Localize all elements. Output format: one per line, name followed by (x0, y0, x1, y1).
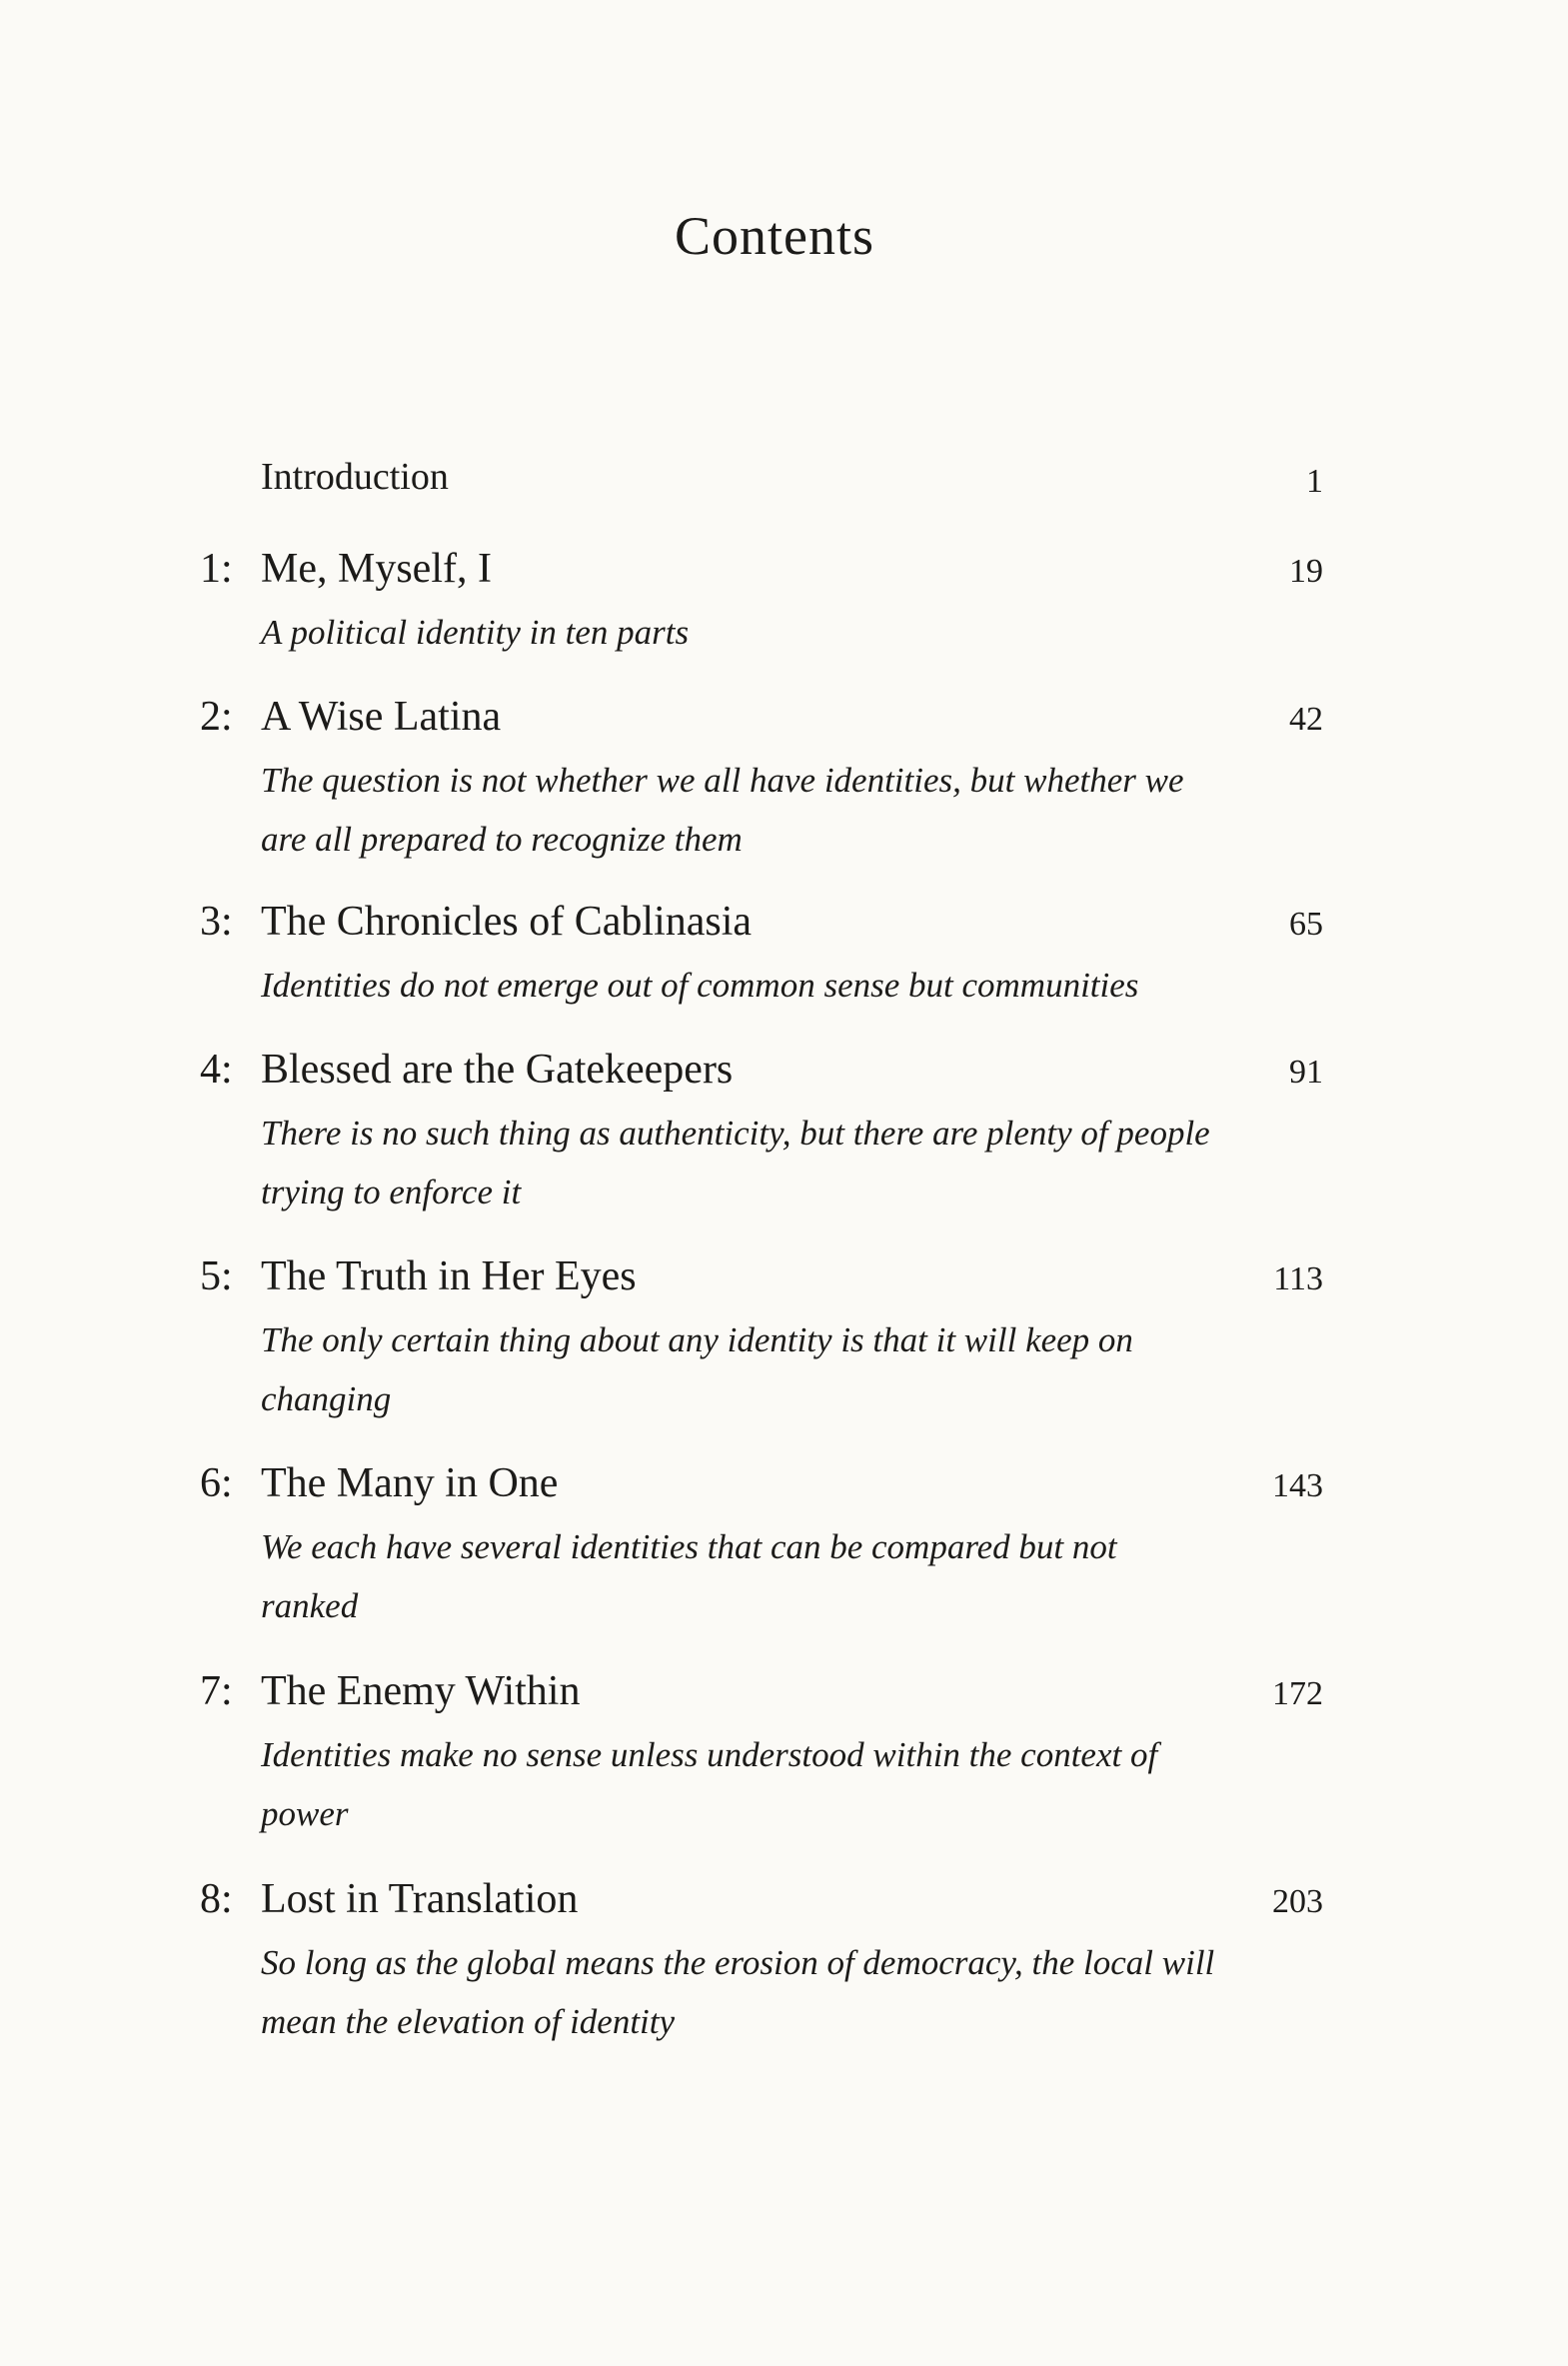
chapter-number: 1: (200, 546, 233, 592)
page-number: 65 (1289, 906, 1323, 943)
chapter-title: The Many in One (261, 1460, 559, 1506)
page-number: 172 (1272, 1675, 1323, 1712)
chapter-subtitle: So long as the global means the erosion of democracy, the local will mean the elevation of identity (261, 1943, 1215, 2041)
page-number: 19 (1289, 553, 1323, 590)
page-number: 91 (1289, 1054, 1323, 1091)
chapter-title: Lost in Translation (261, 1876, 579, 1922)
chapter-title: The Chronicles of Cablinasia (261, 899, 753, 945)
chapter-subtitle: We each have several identities that can be compared but not ranked (261, 1527, 1117, 1625)
chapter-number: 7: (200, 1668, 233, 1714)
chapter-number: 5: (200, 1253, 233, 1299)
chapter-title: The Enemy Within (261, 1668, 581, 1714)
chapter-subtitle: There is no such thing as authenticity, but there are plenty of people trying to enforce it (261, 1114, 1210, 1211)
page-number: 113 (1273, 1260, 1323, 1297)
chapter-subtitle: The question is not whether we all have identities, but whether we are all prepared to recognize them (261, 761, 1184, 859)
chapter-number: 6: (200, 1460, 233, 1506)
chapter-subtitle: A political identity in ten parts (261, 613, 690, 652)
chapter-title: A Wise Latina (261, 694, 502, 740)
chapter-title: The Truth in Her Eyes (261, 1253, 637, 1299)
page-number: 1 (1306, 463, 1323, 500)
chapter-subtitle: Identities make no sense unless understood within the context of power (261, 1735, 1158, 1833)
page-number: 143 (1272, 1467, 1323, 1504)
chapter-subtitle: Identities do not emerge out of common sense but communities (261, 966, 1139, 1005)
chapter-number: 2: (200, 694, 233, 740)
page-number: 42 (1289, 701, 1323, 738)
chapter-title: Introduction (261, 456, 449, 498)
chapter-number: 4: (200, 1047, 233, 1093)
chapter-subtitle: The only certain thing about any identity is that it will keep on changing (261, 1320, 1133, 1418)
page-title: Contents (674, 206, 874, 266)
chapter-title: Blessed are the Gatekeepers (261, 1047, 734, 1093)
page-number: 203 (1272, 1883, 1323, 1920)
chapter-number: 3: (200, 899, 233, 945)
chapter-number: 8: (200, 1876, 233, 1922)
chapter-title: Me, Myself, I (261, 546, 492, 592)
